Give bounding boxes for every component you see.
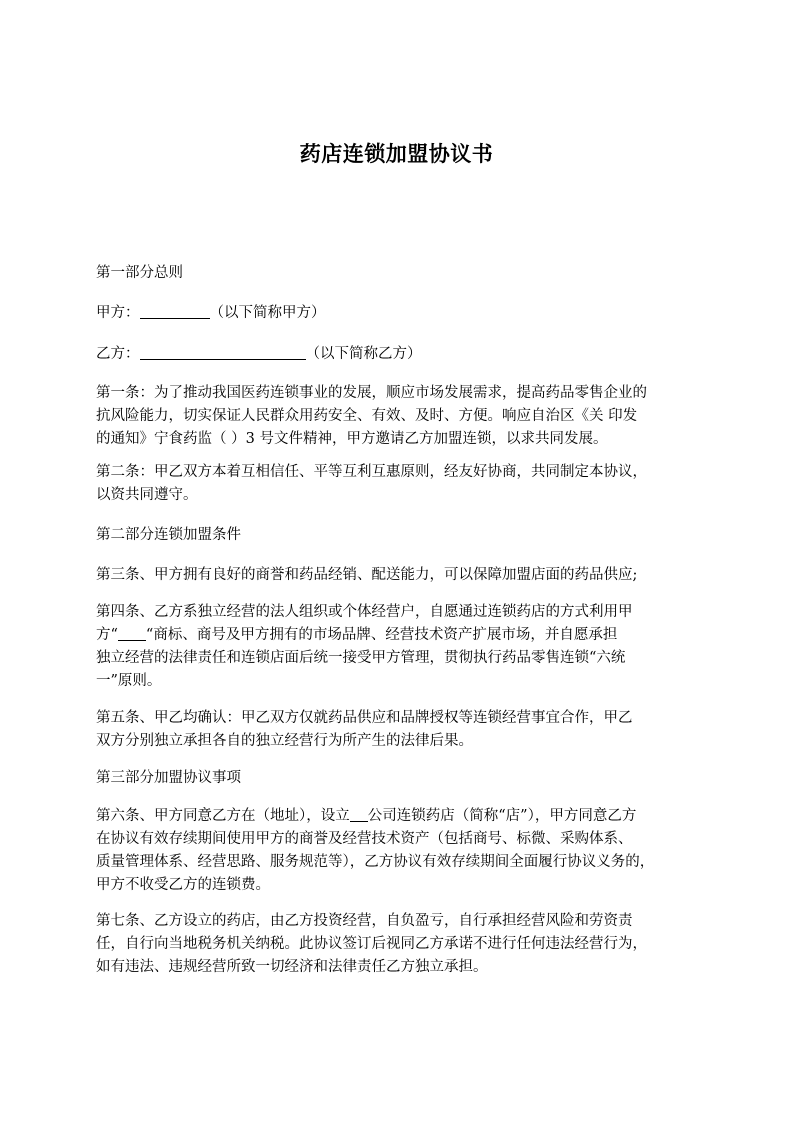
part3-heading: 第三部分加盟协议事项 (96, 770, 241, 786)
article-7 (96, 910, 706, 979)
article-4-line (96, 624, 706, 647)
company-blank (350, 805, 368, 822)
article-4 (96, 601, 706, 693)
article-5-line: 第五条、甲乙均确认：甲乙双方仅就药品供应和品牌授权等连锁经营事宜合作，甲乙 (96, 710, 633, 726)
article-3-line: 第三条、甲方拥有良好的商誉和药品经销、配送能力，可以保障加盟店面的药品供应; (96, 567, 638, 583)
document-title: 药店连锁加盟协议书 (299, 142, 494, 166)
article-4-line: 第四条、乙方系独立经营的法人组织或个体经营户，自愿通过连锁药店的方式利用甲 (96, 604, 633, 620)
article-1-line: 第一条：为了推动我国医药连锁事业的发展，顺应市场发展需求，提高药品零售企业的 (96, 385, 647, 401)
article-4-line: 一”原则。 (96, 673, 162, 689)
article-1-line: 抗风险能力，切实保证人民群众用药安全、有效、及时、方便。响应自治区《关 印发 (96, 408, 638, 424)
party-b-line (96, 343, 706, 366)
article-1-line: 的通知》宁食药监（ ）3 号文件精神，甲方邀请乙方加盟连锁，以求共同发展。 (96, 431, 608, 447)
article-5-line: 双方分别独立承担各自的独立经营行为所产生的法律后果。 (96, 733, 473, 749)
party-a-label: 甲方： (96, 305, 140, 321)
article-7-line: 第七条、乙方设立的药店，由乙方投资经营，自负盈亏，自行承担经营风险和劳资责 (96, 913, 633, 929)
party-a-suffix: （以下简称甲方） (209, 305, 326, 321)
article-7-line: 如有违法、违规经营所致一切经济和法律责任乙方独立承担。 (96, 959, 488, 975)
article-7-line: 任，自行向当地税务机关纳税。此协议签订后视同乙方承诺不进行任何违法经营行为， (96, 936, 647, 952)
article-6-line: 甲方不收受乙方的连锁费。 (96, 877, 270, 893)
article-5 (96, 707, 706, 753)
article-4-line2-suffix: “商标、商号及甲方拥有的市场品牌、经营技术资产扩展市场，并自愿承担 (145, 627, 618, 643)
party-a-blank (140, 302, 210, 319)
brand-name-blank (118, 624, 146, 641)
article-6-line: 质量管理体系、经营思路、服务规范等），乙方协议有效存续期间全面履行协议义务的， (96, 854, 655, 870)
party-b-label: 乙方： (96, 346, 140, 362)
party-a-line (96, 302, 706, 325)
article-4-line2-prefix: 方“ (96, 627, 118, 643)
article-2-line: 以资共同遵守。 (96, 487, 198, 503)
article-3 (96, 564, 706, 587)
article-6-line (96, 805, 706, 828)
article-4-line: 独立经营的法律责任和连锁店面后统一接受甲方管理，贯彻执行药品零售连锁“六统 (96, 650, 626, 666)
article-6-line: 在协议有效存续期间使用甲方的商誉及经营技术资产（包括商号、标微、采购体系、 (96, 831, 633, 847)
party-b-suffix: （以下简称乙方） (305, 346, 422, 362)
article-6-line1-prefix: 第六条、甲方同意乙方在（地址），设立 (96, 808, 350, 824)
article-2 (96, 461, 706, 507)
part2-heading: 第二部分连锁加盟条件 (96, 527, 241, 543)
article-6-line1-suffix: 公司连锁药店（简称“店”），甲方同意乙方 (367, 808, 637, 824)
article-6 (96, 805, 706, 897)
article-1 (96, 382, 706, 451)
part1-heading: 第一部分总则 (96, 265, 183, 281)
party-b-blank (140, 343, 306, 360)
article-2-line: 第二条：甲乙双方本着互相信任、平等互利互惠原则，经友好协商，共同制定本协议， (96, 464, 647, 480)
